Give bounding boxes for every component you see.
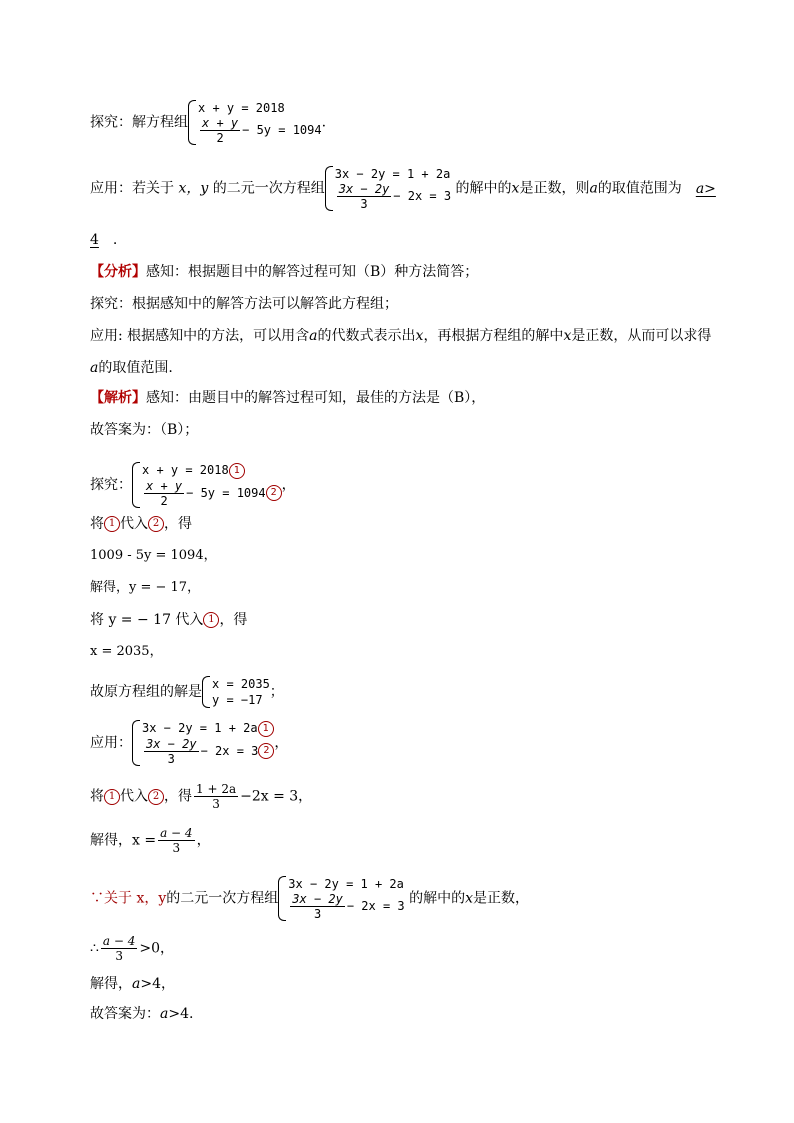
analysis-tag: 【分析】 xyxy=(90,264,146,280)
solution-sub1: 将 1 代入 2 ，得 xyxy=(90,516,192,532)
solution-sub2: 将 y = − 17 代入 1 ，得 xyxy=(90,612,248,628)
solution-calc2: x = 2035， xyxy=(90,644,163,659)
solution-solve1: 解得，y = − 17， xyxy=(90,580,201,595)
apply-answer: a> xyxy=(695,180,716,197)
circle-2-icon: 2 xyxy=(266,485,282,501)
circle-1-icon: 1 xyxy=(229,463,245,479)
analysis-line3: 应用: 根据感知中的方法，可以用含a的代数式表示出x，再根据方程组的解中x是正数，从而可以求得 xyxy=(90,328,712,344)
solution-therefore: ∴ $\frac{a - 4}{3}$ >0， xyxy=(90,934,175,963)
solution-calc1: 1009 - 5y = 1094， xyxy=(90,548,217,563)
solution-solve2: 解得，x = $\frac{a - 4}{3}$ ， xyxy=(90,826,211,855)
explore-label: 探究：解方程组 xyxy=(90,114,188,131)
solution-line2: 故答案为：（B）； xyxy=(90,422,199,438)
explore-eq1: x + y = 2018 xyxy=(198,101,285,115)
analysis-line2: 探究：根据感知中的解答方法可以解答此方程组； xyxy=(90,296,398,312)
apply-system: 3x − 2y = 1 + 2a $\frac{3x - 2y}{3}$ − 2x = 3 xyxy=(325,166,451,211)
solution-tag: 【解析】 xyxy=(90,390,146,406)
apply-question: 应用：若关于 x，y 的二元一次方程组 3x − 2y = 1 + 2a $\frac{3x - 2y}{3}$ − 2x = 3 的解中的x是正数，则a的取值范围为 a> xyxy=(90,167,716,211)
solution-explore: 探究： x + y = 2018 1 $\frac{x + y}{2}$ − 5y = 1094 2 ， xyxy=(90,463,296,508)
solution-result: 故原方程组的解是 x = 2035 y = −17 ； xyxy=(90,677,284,707)
analysis-line4: a的取值范围. xyxy=(90,360,173,376)
solution-line1: 【解析】感知：由题目中的解答过程可知，最佳的方法是（B）， xyxy=(90,390,486,406)
solution-apply: 应用： 3x − 2y = 1 + 2a 1 $\frac{3x - 2y}{3}$ − 2x = 3 2 ， xyxy=(90,721,289,766)
analysis-line1: 【分析】感知：根据题目中的解答过程可知（B）种方法简答； xyxy=(90,264,479,280)
apply-answer-cont: 4 . xyxy=(90,232,118,248)
explore-system: x + y = 2018 $\frac{x + y}{2}$ − 5y = 1094 xyxy=(188,100,322,145)
explore-question: 探究：解方程组 x + y = 2018 $\frac{x + y}{2}$ − 5y = 1094 . xyxy=(90,101,327,145)
solution-sub3: 将 1 代入 2 ，得 $\frac{1 + 2a}{3}$ −2x = 3， xyxy=(90,782,313,811)
solution-final: 故答案为：a>4. xyxy=(90,1006,194,1022)
solution-because: ∵关于 x，y的二元一次方程组 3x − 2y = 1 + 2a $\frac{3x - 2y}{3}$ − 2x = 3 的解中的x是正数， xyxy=(90,877,529,921)
solution-solve3: 解得，a>4， xyxy=(90,976,175,992)
explore-eq2: − 5y = 1094 xyxy=(242,123,322,137)
